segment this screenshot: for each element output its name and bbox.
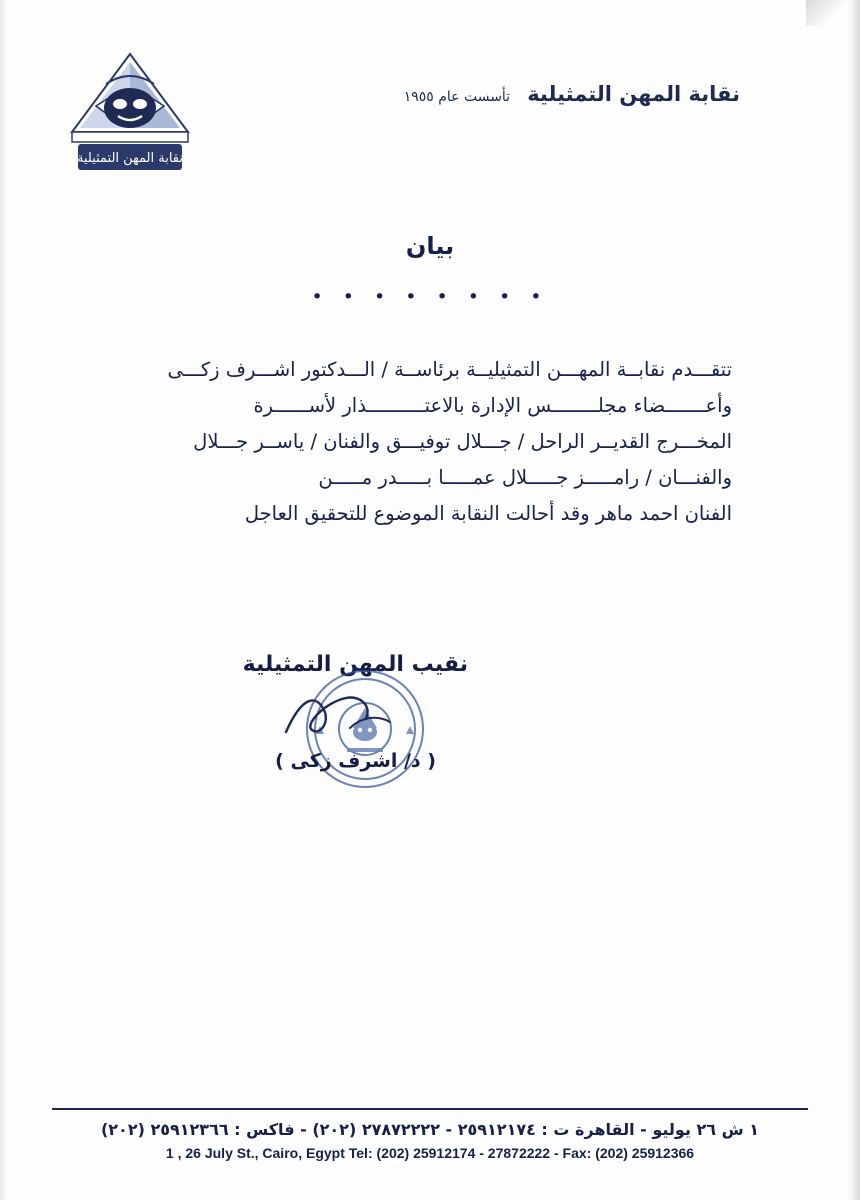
- signatory-name: ( د/ اشرف زكى ): [275, 750, 436, 772]
- handwritten-signature: [280, 688, 400, 746]
- page-title: بيان: [405, 232, 455, 260]
- statement-line: [128, 352, 732, 388]
- footer-divider: [52, 1108, 808, 1110]
- org-name: نقابة المهن التمثيلية: [527, 82, 740, 106]
- statement-line-text: والفنـــان / رامـــــز جـــــلال عمـــــا بـــــدر مـــــن: [318, 466, 732, 489]
- signature-block: [0, 652, 860, 812]
- statement-line-text: تتقـــدم نقابــة المهـــن التمثيليــة برئاســة / الـــدكتور اشـــرف زكـــى: [167, 358, 732, 381]
- statement-line: الفنان احمد ماهر وقد أحالت النقابة الموضوع للتحقيق العاجل: [244, 502, 732, 525]
- org-title: [404, 82, 740, 106]
- scan-corner-fold: [806, 0, 846, 26]
- syndicate-logo: [60, 48, 200, 188]
- statement-line-text: المخـــرج القديــر الراحل / جـــلال توفيـــق والفنان / ياســر جـــلال: [193, 430, 732, 453]
- org-founded-year: تأسست عام ١٩٥٥: [403, 89, 511, 105]
- footer-address-arabic: ١ ش ٢٦ يوليو - القاهرة ت : ٢٥٩١٢١٧٤ - ٢٧٨٧٢٢٢٢ (٢٠٢) - فاكس : ٢٥٩١٢٣٦٦ (٢٠٢): [100, 1120, 760, 1139]
- theater-masks-logo: [72, 54, 188, 170]
- document-header: [0, 48, 860, 188]
- statement-line-text: وأعـــــــضاء مجلــــــــس الإدارة بالاعتــــــــــذار لأســــــرة: [253, 394, 732, 417]
- statement-body: [128, 352, 732, 532]
- logo-caption-text: نقابة المهن التمثيلية: [76, 151, 184, 166]
- signatory-title: نقيب المهن التمثيلية: [242, 652, 468, 677]
- title-dots-divider: • • • • • • • •: [311, 286, 549, 308]
- statement-line: [128, 388, 732, 424]
- footer-address-english: 1 , 26 July St., Cairo, Egypt Tel: (202) 25912174 - 27872222 - Fax: (202) 25912366: [165, 1145, 695, 1161]
- statement-line: [128, 424, 732, 460]
- statement-line: [128, 460, 732, 496]
- document-footer: [0, 1118, 860, 1164]
